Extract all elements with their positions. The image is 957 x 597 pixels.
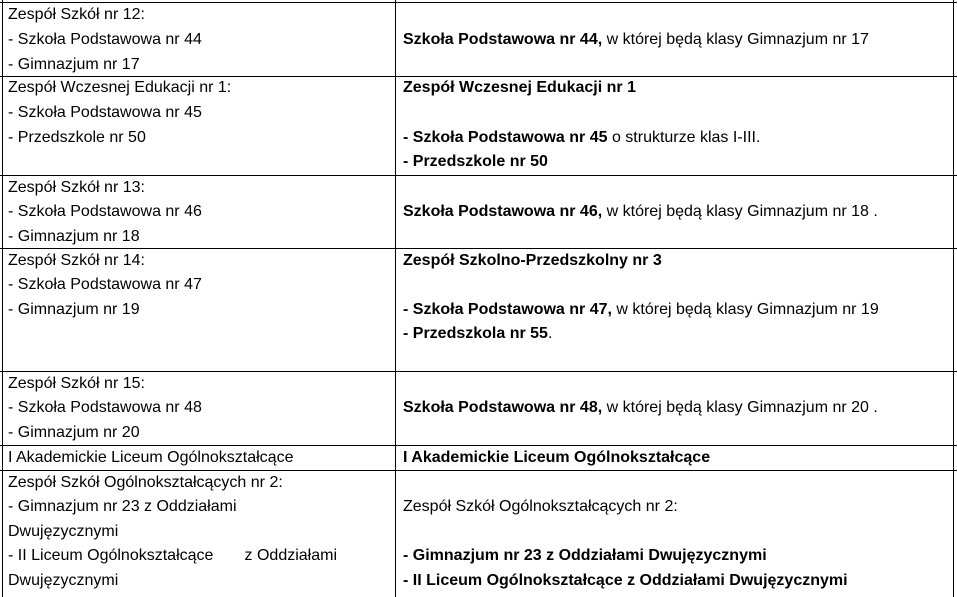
right-cell-line [403,497,678,517]
right-cell-line [403,78,636,98]
left-cell-line: - Szkoła Podstawowa nr 45 [8,104,202,121]
row-border [0,371,957,372]
row-border [0,248,957,249]
bold-text: - II Liceum Ogólnokształcące z Oddziałami Dwujęzycznymi [403,572,848,589]
left-cell-line: Zespół Szkół nr 14: [8,252,145,269]
bold-text: Zespół Wczesnej Edukacji nr 1 [403,79,636,96]
bold-text: - Szkoła Podstawowa nr 47, [403,301,612,318]
left-cell-line: - Szkoła Podstawowa nr 47 [8,276,202,293]
right-cell-line [403,128,760,148]
right-cell-line [403,202,878,222]
left-cell-line: - Szkoła Podstawowa nr 46 [8,203,202,220]
right-cell-line [403,398,878,418]
row-border [0,445,957,446]
right-cell-line [403,251,662,271]
left-cell-line: Zespół Szkół Ogólnokształcących nr 2: [8,474,283,491]
left-cell-line: - Gimnazjum nr 19 [8,301,140,318]
row-border [0,175,957,176]
bold-text: I Akademickie Liceum Ogólnokształcące [403,449,711,466]
plain-text: w której będą klasy Gimnazjum nr 18 . [602,203,878,220]
left-cell-line: Dwujęzycznymi [8,572,119,589]
left-cell-line: - Gimnazjum nr 17 [8,56,140,73]
plain-text: w której będą klasy Gimnazjum nr 19 [611,301,879,318]
plain-text: o strukturze klas I-III. [607,129,761,146]
bold-text: - Przedszkole nr 50 [403,153,548,170]
right-cell-line [403,448,710,468]
table-border-middle [395,0,396,597]
left-cell-line: Zespół Szkół nr 12: [8,6,145,23]
plain-text: w której będą klasy Gimnazjum nr 17 [602,31,869,48]
right-cell-line [403,571,848,591]
bold-text: - Gimnazjum nr 23 z Oddziałami Dwujęzycznymi [403,547,767,564]
table-border-right [953,0,954,597]
bold-text: - Szkoła Podstawowa nr 45 [403,129,608,146]
bold-text: Zespół Szkolno-Przedszkolny nr 3 [403,252,662,269]
plain-text: Zespół Szkół Ogólnokształcących nr 2: [403,498,678,515]
left-cell-line: - Gimnazjum nr 23 z Oddziałami [8,498,237,515]
bold-text: Szkoła Podstawowa nr 44, [403,31,603,48]
bold-text: Szkoła Podstawowa nr 46, [403,203,603,220]
bold-text: - Przedszkola nr 55 [403,325,548,342]
plain-text: w której będą klasy Gimnazjum nr 20 . [602,399,878,416]
row-border [0,76,957,77]
bold-text: Szkoła Podstawowa nr 48, [403,399,603,416]
left-cell-line: - Gimnazjum nr 20 [8,424,140,441]
left-cell-line: - Szkoła Podstawowa nr 44 [8,31,202,48]
left-cell-line: - Gimnazjum nr 18 [8,228,140,245]
left-cell-line: Dwujęzycznymi [8,523,119,540]
right-cell-line [403,324,552,344]
right-cell-line [403,152,548,172]
left-cell-line: Zespół Szkół nr 15: [8,375,145,392]
right-cell-line [403,300,879,320]
table-border-left [2,0,3,597]
left-cell-line: Zespół Szkół nr 13: [8,179,145,196]
left-cell-line: - Przedszkole nr 50 [8,129,146,146]
left-cell-line: - II Liceum Ogólnokształcące z Oddziałami [8,547,338,564]
left-cell-line: I Akademickie Liceum Ogólnokształcące [8,449,294,466]
right-cell-line [403,546,767,566]
plain-text: . [547,325,553,342]
row-border [0,2,957,3]
row-border [0,470,957,471]
left-cell-line: Zespół Wczesnej Edukacji nr 1: [8,79,232,96]
right-cell-line [403,30,869,50]
left-cell-line: - Szkoła Podstawowa nr 48 [8,399,202,416]
